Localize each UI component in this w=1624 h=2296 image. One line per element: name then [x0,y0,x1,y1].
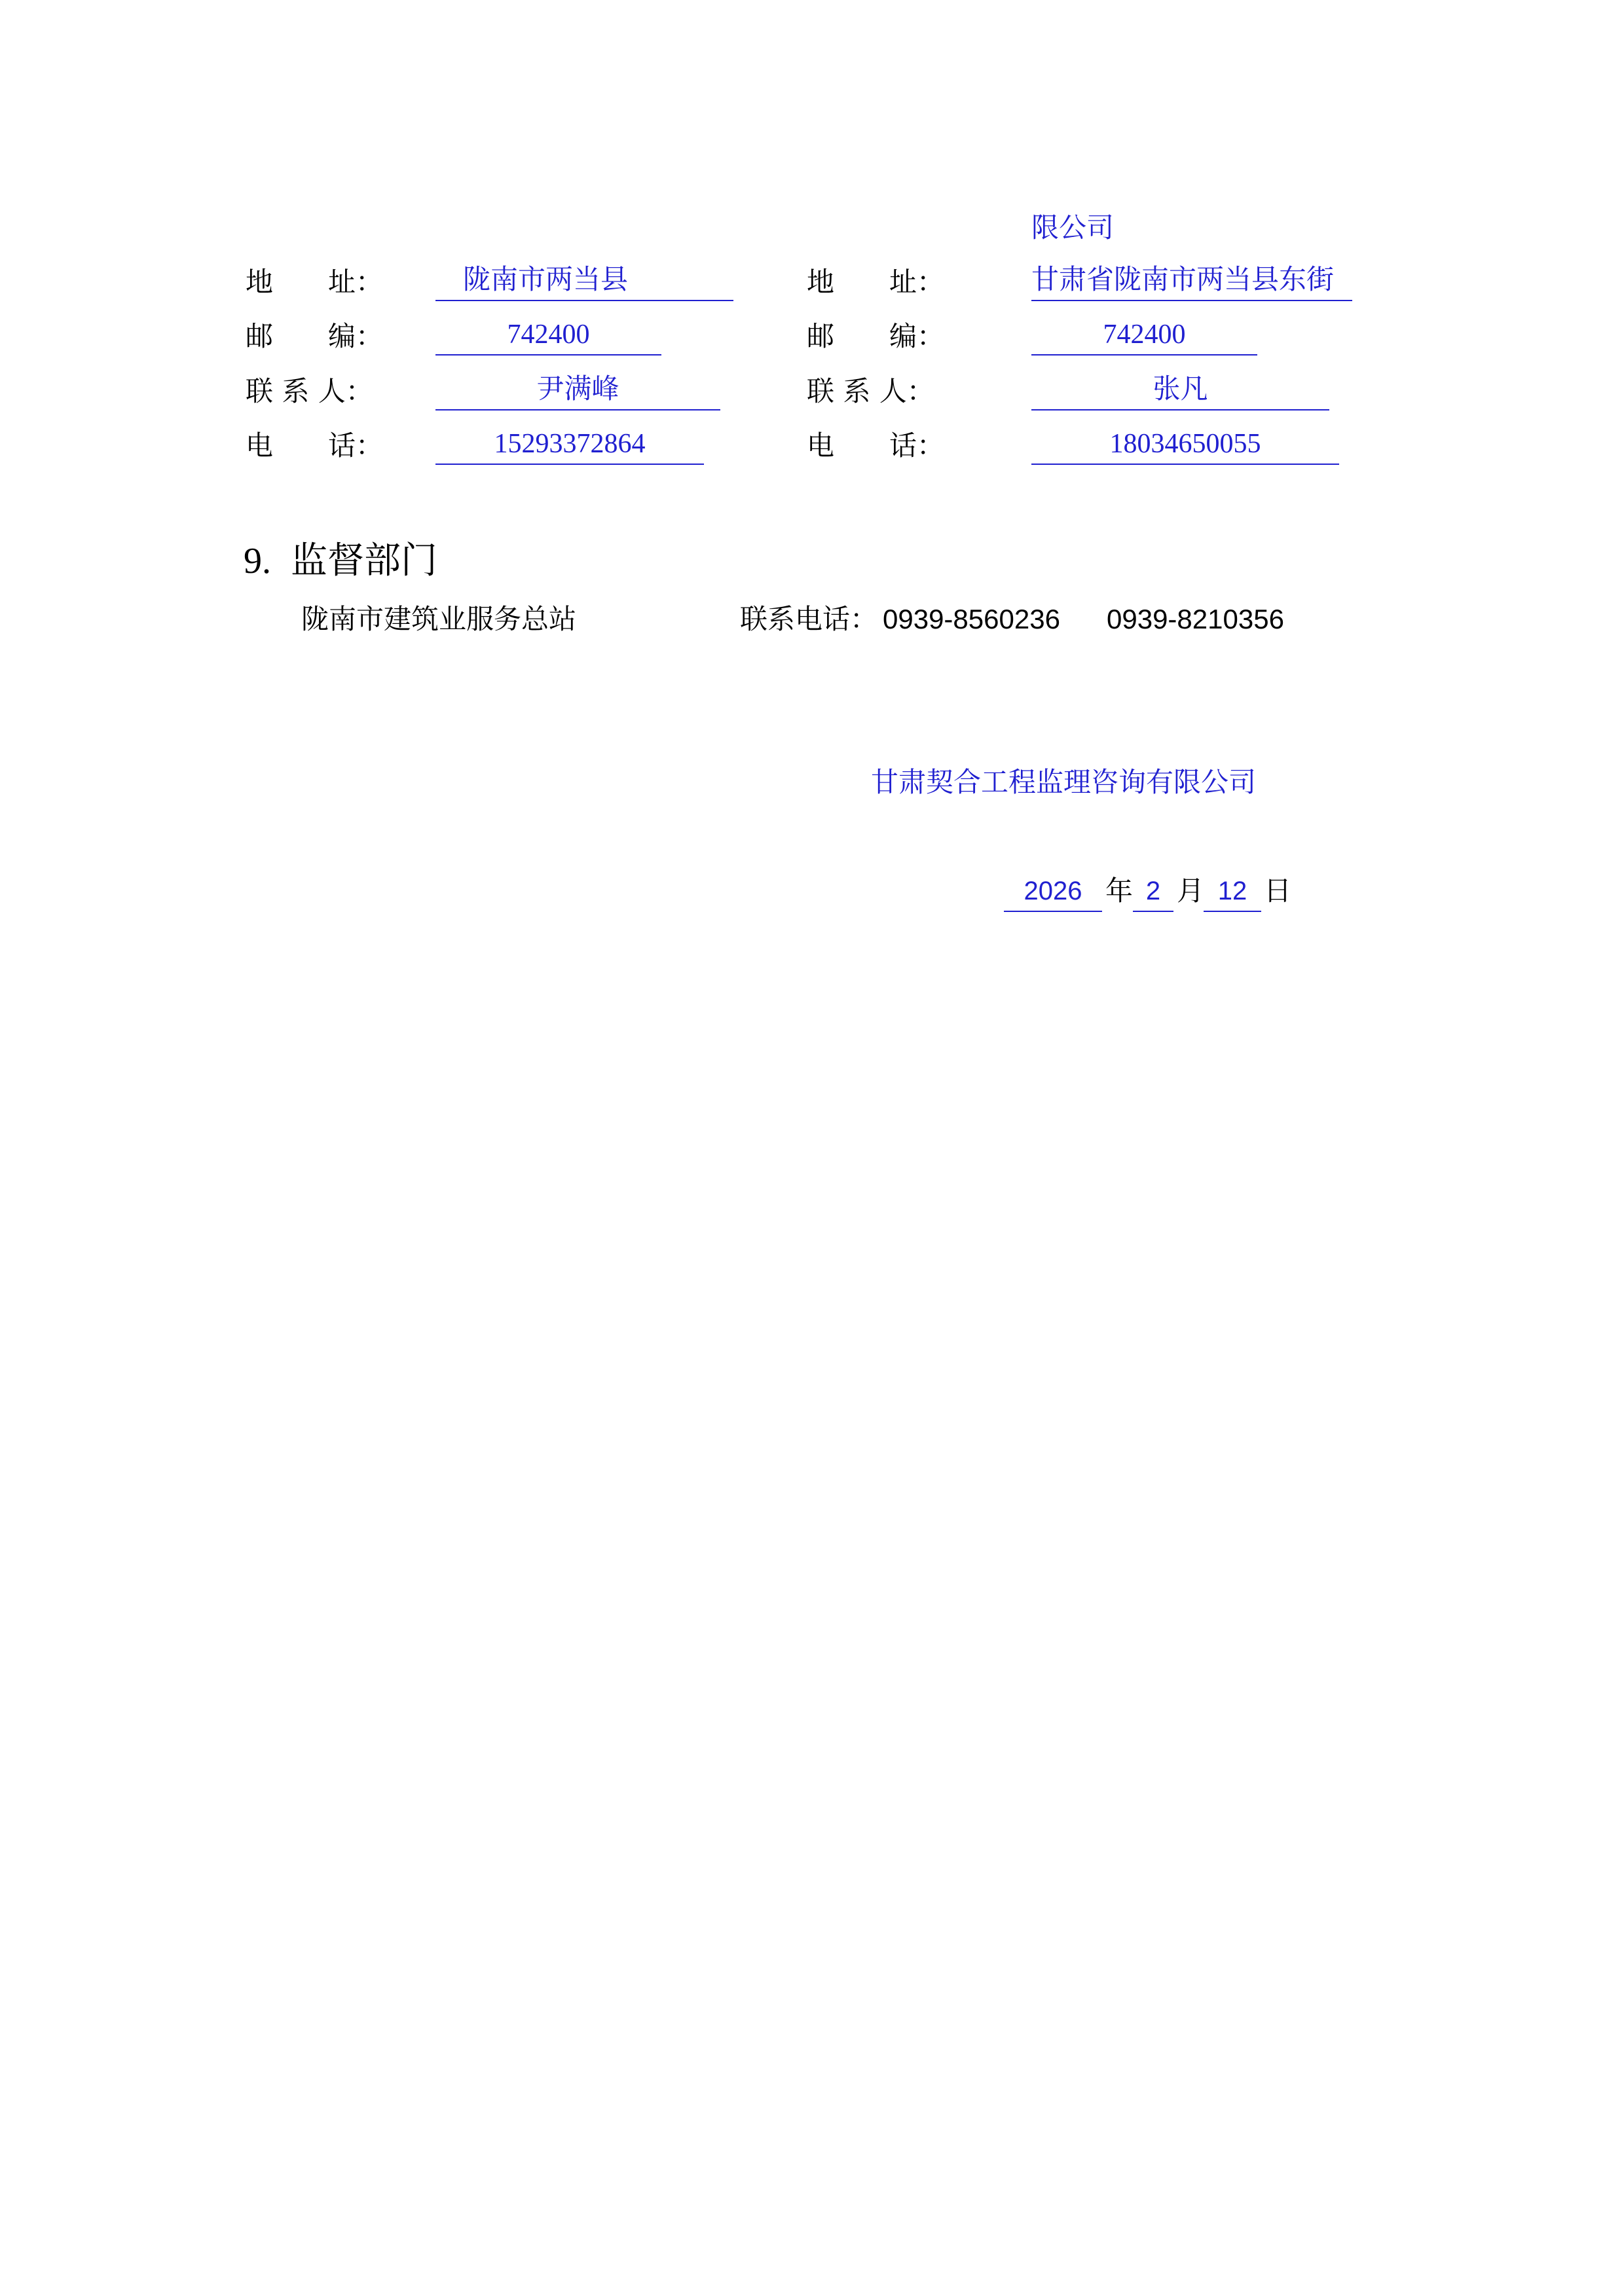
left-postcode-value: 742400 [435,316,661,355]
signing-company: 甘肃契合工程监理咨询有限公司 [871,766,1257,798]
right-postcode-label: 邮 编： [807,320,945,352]
right-phone-label: 电 话： [807,429,945,462]
section-number: 9. [244,541,271,581]
right-address-value: 甘肃省陇南市两当县东街 [1031,262,1352,301]
phone-number-2: 0939-8210356 [1107,604,1284,634]
supervision-department: 陇南市建筑业服务总站 [301,603,577,635]
left-phone-value: 15293372864 [435,426,704,465]
date-day-unit: 日 [1264,875,1292,907]
left-contact-label: 联 系 人： [246,375,373,407]
left-address-label: 地 址： [246,266,384,298]
section-title: 监督部门 [291,539,437,582]
right-contact-value: 张凡 [1031,371,1329,410]
date-year: 2026 [1004,873,1102,912]
right-address-label: 地 址： [807,266,945,298]
left-address-value: 陇南市两当县 [435,262,733,301]
date-month: 2 [1133,873,1173,912]
phone-label: 联系电话： [740,603,878,635]
date-day: 12 [1204,873,1261,912]
section-heading [244,538,437,584]
phone-number-1: 0939-8560236 [883,604,1060,634]
date-year-unit: 年 [1105,875,1134,907]
right-contact-label: 联 系 人： [807,375,934,407]
left-postcode-label: 邮 编： [246,320,384,352]
left-phone-label: 电 话： [246,429,384,462]
right-company-name-tail: 限公司 [1031,211,1115,244]
right-postcode-value: 742400 [1031,316,1257,355]
left-contact-value: 尹满峰 [435,371,720,410]
date-month-unit: 月 [1177,875,1205,907]
right-phone-value: 18034650055 [1031,426,1339,465]
